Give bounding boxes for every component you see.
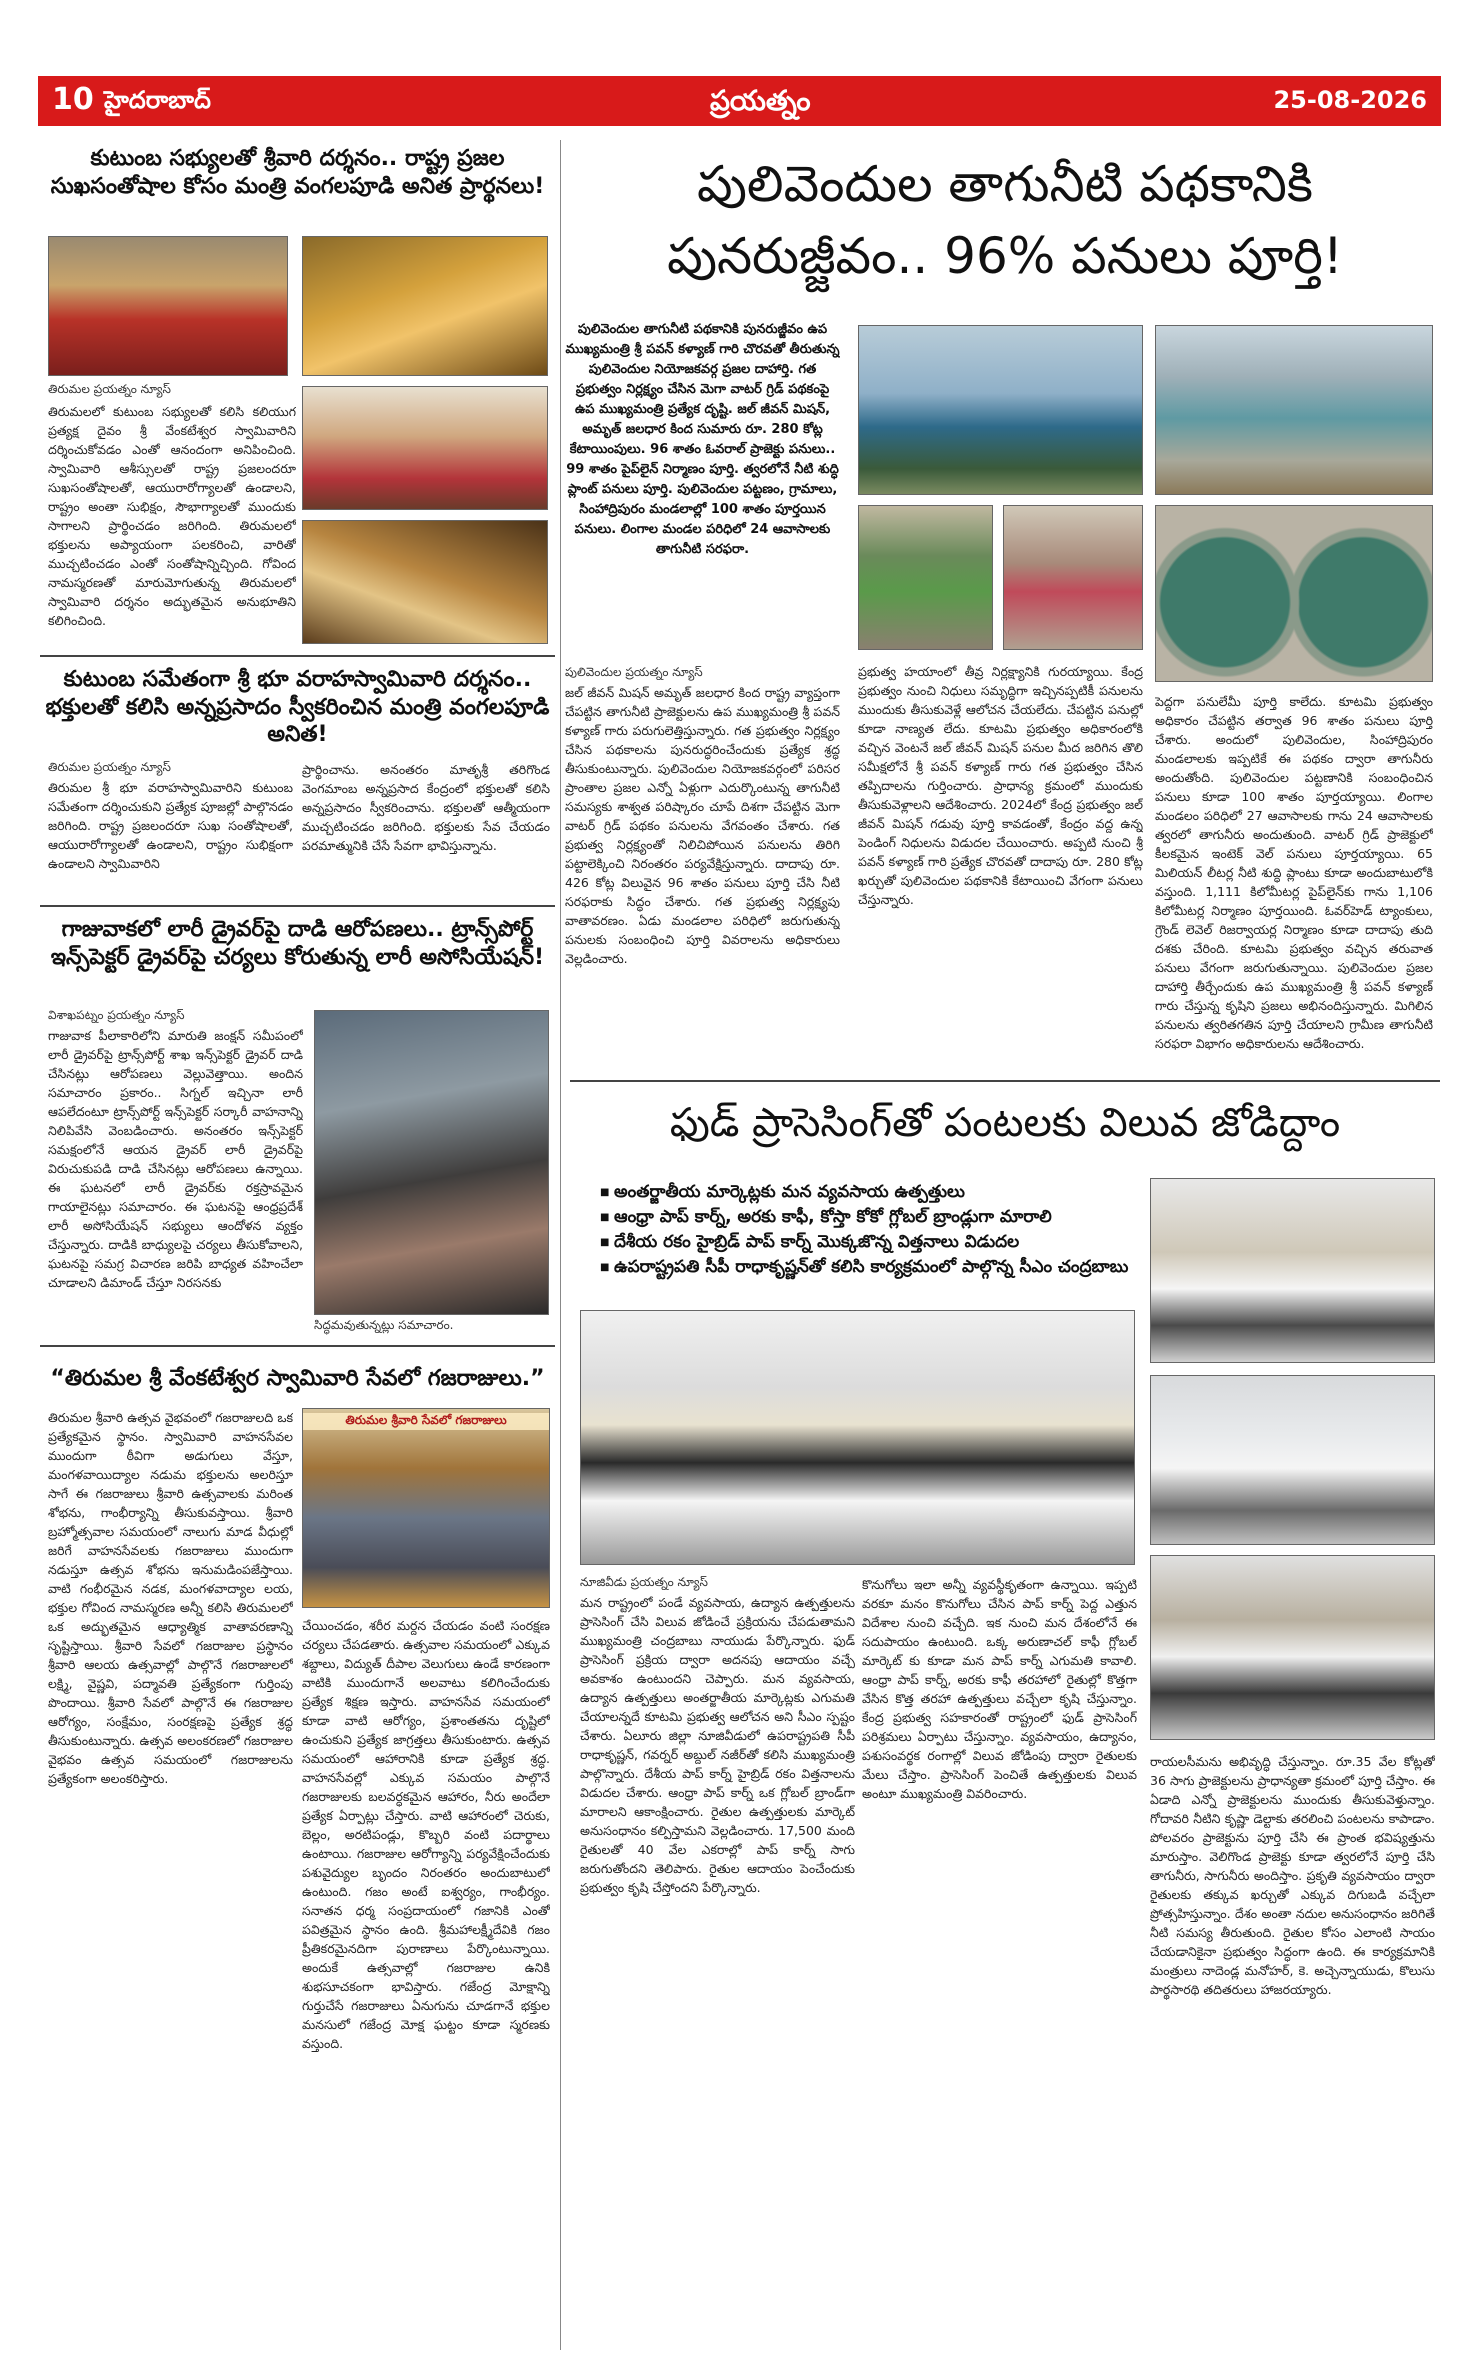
article4-photo-elephants	[302, 1408, 550, 1608]
article1-photo-family	[48, 236, 288, 376]
article5-body-right: పెద్దగా పనులేమీ పూర్తి కాలేదు. కూటమి ప్రభుత్వం అధికారం చేపట్టిన తర్వాత 96 శాతం పనులు పూర్తి చేశారు. అందులో పులివెందుల, సింహాద్రిపురం మండలాలకు ఇప్పటికే ఈ పథకం ద్వారా తాగునీరు అందుతోంది. పులివెందుల పట్టణానికి సంబంధించిన పనులు కూడా 100 శాతం పూర్తయ్యాయి. లింగాల మండలం పరిధిలో 27 ఆవాసాలకు గాను 24 ఆవాసాలకు త్వరలో తాగునీరు అందుతుంది. వాటర్ గ్రిడ్ ప్రాజెక్టులో కీలకమైన ఇంటెక్ వెల్ పనులు పూర్తయ్యాయి. 65 మిలియన్ లీటర్ల నీటి శుద్ధి ప్లాంటు కూడా అందుబాటులోకి వస్తుంది. 1,111 కిలోమీటర్ల పైప్‌లైన్‌కు గాను 1,106 కిలోమీటర్ల నిర్మాణం పూర్తయింది. ఓవర్‌హెడ్ ట్యాంకులు, గ్రౌండ్ లెవెల్ రిజర్వాయర్ల నిర్మాణం కూడా దాదాపు తుది దశకు చేరింది. కూటమి ప్రభుత్వం వచ్చిన తరువాత పనులు వేగంగా జరుగుతున్నాయి. పులివెందుల ప్రజల దాహార్తి తీర్చేందుకు ఉప ముఖ్యమంత్రి శ్రీ పవన్ కళ్యాణ్ గారు చేస్తున్న కృషిని ప్రజలు అభినందిస్తున్నారు. మిగిలిన పనులను త్వరితగతిన పూర్తి చేయాలని గ్రామీణ తాగునీటి సరఫరా విభాగం అధికారులను ఆదేశించారు.	[1155, 694, 1433, 1051]
article1-dateline: తిరుమల ప్రయత్నం న్యూస్	[48, 382, 171, 396]
article3-body: గాజువాక పీలాకారిలోని మారుతి జంక్షన్ సమీపంలో లారీ డ్రైవర్‌పై ట్రాన్స్‌పోర్ట్ శాఖ ఇన్స్‌పెక్టర్ డ్రైవర్ దాడి చేసినట్లు ఆరోపణలు వెల్లువెత్తాయి. అందిన సమాచారం ప్రకారం.. సిగ్నల్ ఇచ్చినా లారీ ఆపలేదంటూ ట్రాన్స్‌పోర్ట్ ఇన్స్‌పెక్టర్ సర్కారీ వాహనాన్ని నిలిపివేసి వెంబడించారు. అనంతరం ఇన్స్‌పెక్టర్ సమక్షంలోనే ఆయన డ్రైవర్ లారీ డ్రైవర్‌పై విరుచుకుపడి దాడి చేసినట్లు ఆరోపణలు ఉన్నాయి. ఈ ఘటనలో లారీ డ్రైవర్‌కు రక్తస్రావమైన గాయాలైనట్లు సమాచారం. ఈ ఘటనపై ఆంధ్రప్రదేశ్ లారీ అసోసియేషన్ సభ్యులు ఆందోళన వ్యక్తం చేస్తున్నారు. దాడికి బాధ్యులపై చర్యలు తీసుకోవాలని, ఘటనపై సమగ్ర విచారణ జరిపి బాధ్యత వహించేలా చూడాలని డిమాండ్ చేస్తూ నిరసనకు	[48, 1028, 303, 1290]
article1-photo-prayer	[302, 520, 548, 644]
article2-body-left: తిరుమల శ్రీ భూ వరాహస్వామివారిని కుటుంబ సమేతంగా దర్శించుకుని ప్రత్యేక పూజల్లో పాల్గొనడం జరిగింది. రాష్ట్ర ప్రజలందరూ సుఖ సంతోషాలతో, ఆయురారోగ్యాలతో ఉండాలని, రాష్ట్రం సుభిక్షంగా ఉండాలని స్వామివారిని	[48, 780, 293, 871]
article1-photo-devotees	[302, 386, 548, 510]
article2-headline: కుటుంబ సమేతంగా శ్రీ భూ వరాహస్వామివారి దర్శనం.. భక్తులతో కలిసి అన్నప్రసాదం స్వీకరించిన మంత్రి వంగలపూడి అనిత!	[45, 667, 550, 747]
article5-photo-woman-tap	[858, 505, 993, 650]
article1-body: తిరుమలలో కుటుంబ సభ్యులతో కలిసి కలియుగ ప్రత్యక్ష దైవం శ్రీ వేంకటేశ్వర స్వామివారిని దర్శించుకోవడం ఎంతో ఆనందంగా అనిపించింది. స్వామివారి ఆశీస్సులతో రాష్ట్ర ప్రజలందరూ సుఖసంతోషాలతో, ఆయురారోగ్యాలతో ఉండాలని, రాష్ట్రం అంతా సుభిక్షం, సౌభాగ్యాలతో ముందుకు సాగాలని ప్రార్థించడం జరిగింది. తిరుమలలో భక్తులను అప్యాయంగా పలకరించి, వారితో ముచ్చటించడం ఎంతో సంతోషాన్నిచ్చింది. గోవింద నామస్మరణతో మారుమోగుతున్న తిరుమలలో స్వామివారి దర్శనం అద్భుతమైన అనుభూతిని కలిగించింది.	[48, 404, 296, 628]
divider	[40, 905, 555, 907]
article6-photo-inspection-3	[1150, 1555, 1435, 1740]
article4-photo-label: తిరుమల శ్రీవారి సేవలో గజరాజులు	[303, 1413, 549, 1430]
article5-body-left: జల్ జీవన్ మిషన్ అమృత్ జలధార కింద రాష్ట్ర వ్యాప్తంగా చేపట్టిన తాగునీటి ప్రాజెక్టులను ఉప ముఖ్యమంత్రి శ్రీ పవన్ కళ్యాణ్ గారు పరుగులెత్తిస్తున్నారు. గత ప్రభుత్వం నిర్లక్ష్యం చేసిన పథకాలను పునరుద్ధరించేందుకు ప్రత్యేక శ్రద్ధ తీసుకుంటున్నారు. పులివెందుల నియోజకవర్గంలో పరిసర ప్రాంతాల ప్రజల ఎన్నో ఏళ్లుగా ఎదుర్కొంటున్న తాగునీటి సమస్యకు శాశ్వత పరిష్కారం చూపే దిశగా చేపట్టిన మెగా వాటర్ గ్రిడ్ పథకం పనులను వేగవంతం చేశారు. గత ప్రభుత్వ నిర్లక్ష్యంతో నిలిచిపోయిన పనులను తిరిగి పట్టాలెక్కించి నిరంతరం పర్యవేక్షిస్తున్నారు. దాదాపు రూ. 426 కోట్ల విలువైన 96 శాతం పనులు పూర్తి చేసి నీటి సరఫరాకు సిద్ధం చేశారు. గత ప్రభుత్వ నిర్లక్ష్యపు వాతావరణం. ఏడు మండలాల పరిధిలో జరుగుతున్న పనులకు సంబంధించి పూర్తి వివరాలను అధికారులు వెల్లడించారు.	[565, 685, 840, 966]
bullet-item: ■ అంతర్జాతీయ మార్కెట్లకు మన వ్యవసాయ ఉత్పత్తులు	[600, 1180, 1160, 1205]
article3-headline: గాజువాకలో లారీ డ్రైవర్‌పై దాడి ఆరోపణలు.. ట్రాన్స్‌పోర్ట్ ఇన్స్‌పెక్టర్ డ్రైవర్‌పై చర్యలు కోరుతున్న లారీ అసోసియేషన్!	[50, 917, 545, 970]
article3-photo-injured-driver	[314, 1010, 549, 1315]
article5-photo-treatment-plant	[1155, 325, 1433, 495]
bullet-item: ■ ఉపరాష్ట్రపతి సీపీ రాధాకృష్ణన్‌తో కలిసి కార్యక్రమంలో పాల్గొన్న సీఎం చంద్రబాబు	[600, 1255, 1160, 1280]
article5-body-mid: ప్రభుత్వ హయాంలో తీవ్ర నిర్లక్ష్యానికి గురయ్యాయి. కేంద్ర ప్రభుత్వం నుంచి నిధులు సమృద్ధిగా ఇచ్చినప్పటికీ పనులను ముందుకు తీసుకువెళ్లే ఆలోచన చేయలేదు. చేపట్టిన పనుల్లో కూడా నాణ్యత లేదు. కూటమి ప్రభుత్వం అధికారంలోకి వచ్చిన వెంటనే జల్ జీవన్ మిషన్ పనుల మీద జరిగిన తొలి సమీక్షలోనే శ్రీ పవన్ కళ్యాణ్ గారు గత ప్రభుత్వం చేసిన తప్పిదాలను గుర్తించారు. ప్రాధాన్య క్రమంలో ముందుకు తీసుకువెళ్లాలని ఆదేశించారు. 2024లో కేంద్ర ప్రభుత్వం జల్ జీవన్ మిషన్ గడువు పూర్తి కావడంతో, కేంద్రం వద్ద ఉన్న పెండింగ్ నిధులను విడుదల చేయించారు. అప్పటి నుంచి శ్రీ పవన్ కళ్యాణ్ గారి ప్రత్యేక చొరవతో దాదాపు రూ. 280 కోట్ల ఖర్చుతో పులివెందుల పథకానికి కేటాయించి వేగంగా పనులు చేస్తున్నారు.	[858, 664, 1143, 907]
divider	[570, 1080, 1440, 1082]
article6-body-right: రాయలసీమను అభివృద్ధి చేస్తున్నాం. రూ.35 వేల కోట్లతో 36 సాగు ప్రాజెక్టులను ప్రాధాన్యతా క్రమంలో పూర్తి చేస్తాం. ఈ ఏడాది ఎన్నో ప్రాజెక్టులను ముందుకు తీసుకువెళ్తున్నాం. గోదావరి నీటిని కృష్ణా డెల్టాకు తరలించి పంటలను కాపాడాం. పోలవరం ప్రాజెక్టును పూర్తి చేసి ఈ ప్రాంత భవిష్యత్తును మారుస్తాం. వెలిగొండ ప్రాజెక్టు కూడా త్వరలోనే పూర్తి చేసి తాగునీరు, సాగునీరు అందిస్తాం. ప్రకృతి వ్యవసాయం ద్వారా రైతులకు తక్కువ ఖర్చుతో ఎక్కువ దిగుబడి వచ్చేలా ప్రోత్సహిస్తున్నాం. దేశం అంతా నదుల అనుసంధానం జరిగితే నీటి సమస్య తీరుతుంది. రైతుల కోసం ఎలాంటి సాయం చేయడానికైనా ప్రభుత్వం సిద్ధంగా ఉంది. ఈ కార్యక్రమానికి మంత్రులు నాదెండ్ల మనోహర్, కె. అచ్చెన్నాయుడు, కొలుసు పార్థసారథి తదితరులు హాజరయ్యారు.	[1150, 1754, 1435, 1997]
article5-photo-woman-pot	[1003, 505, 1143, 650]
article4-body-left: తిరుమల శ్రీవారి ఉత్సవ వైభవంలో గజరాజులది ఒక ప్రత్యేకమైన స్థానం. స్వామివారి వాహనసేవల ముందుగా ఠీవిగా అడుగులు వేస్తూ, మంగళవాయిద్యాల నడుమ భక్తులను అలరిస్తూ సాగే ఈ గజరాజులు శ్రీవారి ఉత్సవాలకు మరింత శోభను, గాంభీర్యాన్ని తీసుకువస్తాయి. శ్రీవారి బ్రహ్మోత్సవాల సమయంలో నాలుగు మాడ వీధుల్లో జరిగే వాహనసేవలకు గజరాజులు ముందుగా నడుస్తూ ఉత్సవ శోభను ఇనుమడింపజేస్తాయి. వాటి గంభీరమైన నడక, మంగళవాద్యాల లయ, భక్తుల గోవింద నామస్మరణ అన్నీ కలిసి తిరుమలలో ఒక అద్భుతమైన ఆధ్యాత్మిక వాతావరణాన్ని సృష్టిస్తాయి. శ్రీవారి సేవలో గజరాజుల ప్రస్థానం శ్రీవారి ఆలయ ఉత్సవాల్లో పాల్గొనే గజరాజులలో లక్ష్మి, వైష్ణవి, పద్మావతి ప్రత్యేకంగా గుర్తింపు పొందాయి. శ్రీవారి సేవలో పాల్గొనే ఈ గజరాజుల ఆరోగ్యం, సంక్షేమం, సంరక్షణపై ప్రత్యేక శ్రద్ధ తీసుకుంటున్నారు. ఉత్సవ అలంకరణలో గజరాజుల వైభవం ఉత్సవ సమయంలో గజరాజులను ప్రత్యేకంగా అలంకరిస్తారు.	[48, 1410, 293, 1786]
article5-photo-filter-tanks	[1155, 505, 1433, 682]
article5-photo-reservoir	[858, 325, 1143, 495]
article6-body-left: మన రాష్ట్రంలో పండే వ్యవసాయ, ఉద్యాన ఉత్పత్తులను ప్రాసెసింగ్ చేసి విలువ జోడించే ప్రక్రియను చేపడుతామని ముఖ్యమంత్రి చంద్రబాబు నాయుడు పేర్కొన్నారు. ఫుడ్ ప్రాసెసింగ్ ప్రక్రియ ద్వారా అదనపు ఆదాయం వచ్చే అవకాశం ఉంటుందని చెప్పారు. మన వ్యవసాయ, ఉద్యాన ఉత్పత్తులు అంతర్జాతీయ మార్కెట్లకు ఎగుమతి చేయాలన్నదే కూటమి ప్రభుత్వ ఆలోచన అని సీఎం స్పష్టం చేశారు. ఏలూరు జిల్లా నూజివీడులో ఉపరాష్ట్రపతి సీపీ రాధాకృష్ణన్, గవర్నర్ అబ్దుల్ నజీర్‌తో కలిసి ముఖ్యమంత్రి పాల్గొన్నారు. దేశీయ పాప్ కార్న్ హైబ్రిడ్ రకం విత్తనాలను విడుదల చేశారు. ఆంధ్రా పాప్ కార్న్ ఒక గ్లోబల్ బ్రాండ్‌గా మారాలని ఆకాంక్షించారు. రైతుల ఉత్పత్తులకు మార్కెట్ అనుసంధానం కల్పిస్తామని వెల్లడించారు. 17,500 మంది రైతులతో 40 వేల ఎకరాల్లో పాప్ కార్న్ సాగు జరుగుతోందని తెలిపారు. రైతుల ఆదాయం పెంచేందుకు ప్రభుత్వం కృషి చేస్తోందని పేర్కొన్నారు.	[580, 1595, 855, 1895]
article6-bullet-list	[600, 1180, 1160, 1280]
article3-photo-caption: సిద్ధమవుతున్నట్లు సమాచారం.	[314, 1318, 454, 1332]
paper-name: ప్రయత్నం	[710, 84, 811, 117]
article6-photo-inspection-2	[1150, 1375, 1435, 1545]
article5-summary: పులివెందుల తాగునీటి పథకానికి పునరుజ్జీవం ఉప ముఖ్యమంత్రి శ్రీ పవన్ కళ్యాణ్ గారి చొరవతో తీరుతున్న పులివెందుల నియోజకవర్గ ప్రజల దాహార్తి. గత ప్రభుత్వం నిర్లక్ష్యం చేసిన మెగా వాటర్ గ్రిడ్ పథకంపై ఉప ముఖ్యమంత్రి ప్రత్యేక దృష్టి. జల్ జీవన్ మిషన్, అమృత్ జలధార కింద సుమారు రూ. 280 కోట్ల కేటాయింపులు. 96 శాతం ఓవరాల్ ప్రాజెక్టు పనులు.. 99 శాతం పైప్‌లైన్ నిర్మాణం పూర్తి. త్వరలోనే నీటి శుద్ధి ప్లాంట్ పనులు పూర్తి. పులివెందుల పట్టణం, గ్రామాలు, సింహాద్రిపురం మండలాల్లో 100 శాతం పూర్తయిన పనులు. లింగాల మండల పరిధిలో 24 ఆవాసాలకు తాగునీటి సరఫరా.	[565, 322, 840, 557]
bullet-item: ■ దేశీయ రకం హైబ్రిడ్ పాప్ కార్న్ మొక్కజొన్న విత్తనాలు విడుదల	[600, 1230, 1160, 1255]
article6-photo-group	[580, 1310, 1135, 1565]
article5-dateline: పులివెందుల ప్రయత్నం న్యూస్	[565, 665, 703, 679]
article6-dateline: నూజివీడు ప్రయత్నం న్యూస్	[580, 1575, 708, 1589]
article6-photo-inspection-1	[1150, 1178, 1435, 1363]
article6-body-mid: కొనుగోలు ఇలా అన్నీ వ్యవస్థీకృతంగా ఉన్నాయి. ఇప్పటి వరకూ మనం కొనుగోలు చేసిన పాప్ కార్న్ పెద్ద ఎత్తున విదేశాల నుంచి వచ్చేది. ఇక నుంచి మన దేశంలోనే ఈ సదుపాయం ఉంటుంది. ఒక్క అరుణాచల్ కాఫీ గ్లోబల్ మార్కెట్ కు కూడా మన పాప్ కార్న్ ఎగుమతి కావాలి. ఆంధ్రా పాప్ కార్న్, అరకు కాఫీ తరహాలో రైతుల్లో కొత్తగా వేసిన కొత్త తరహా ఉత్పత్తులు వచ్చేలా కృషి చేస్తున్నాం. కేంద్ర ప్రభుత్వ సహకారంతో రాష్ట్రంలో ఫుడ్ ప్రాసెసింగ్ పరిశ్రమలు ఏర్పాటు చేస్తున్నాం. వ్యవసాయం, ఉద్యానం, పశుసంవర్థక రంగాల్లో విలువ జోడింపు ద్వారా రైతులకు మేలు చేస్తాం. ప్రాసెసింగ్ పెంచితే ఉత్పత్తులకు విలువ అంటూ ముఖ్యమంత్రి వివరించారు.	[862, 1577, 1137, 1801]
article2-body-right: ప్రార్థించాను. అనంతరం మాతృశ్రీ తరిగొండ వెంగమాంబ అన్నప్రసాద కేంద్రంలో భక్తులతో కలిసి అన్నప్రసాదం స్వీకరించాను. భక్తులతో ఆత్మీయంగా ముచ్చటించడం జరిగింది. భక్తులకు సేవ చేయడం పరమాత్మునికి చేసే సేవగా భావిస్తున్నాను.	[302, 762, 550, 853]
edition-city: హైదరాబాద్	[104, 86, 211, 114]
masthead	[38, 76, 1441, 126]
article4-headline: “తిరుమల శ్రీ వేంకటేశ్వర స్వామివారి సేవలో గజరాజులు.”	[50, 1366, 545, 1391]
page-number: 10	[52, 82, 94, 117]
article2-dateline: తిరుమల ప్రయత్నం న్యూస్	[48, 760, 171, 774]
divider	[40, 1345, 555, 1347]
article6-headline: ఫుడ్ ప్రాసెసింగ్‌తో పంటలకు విలువ జోడిద్దాం	[669, 1100, 1341, 1146]
article1-photo-temple	[302, 236, 548, 376]
article1-headline: కుటుంబ సభ్యులతో శ్రీవారి దర్శనం.. రాష్ట్ర ప్రజల సుఖసంతోషాల కోసం మంత్రి వంగలపూడి అనిత ప్రార్థనలు!	[50, 146, 545, 199]
edition-date: 25-08-2026	[1273, 86, 1427, 114]
column-divider	[560, 140, 561, 2350]
divider	[40, 655, 555, 657]
article3-dateline: విశాఖపట్నం ప్రయత్నం న్యూస్	[48, 1008, 185, 1022]
article4-body-right: చేయించడం, శరీర మర్దన చేయడం వంటి సంరక్షణ చర్యలు చేపడతారు. ఉత్సవాల సమయంలో ఎక్కువ శబ్దాలు, విద్యుత్ దీపాల వెలుగులు ఉండే కారణంగా వాటికి ముందుగానే అలవాటు కలిగించేందుకు ప్రత్యేక శిక్షణ ఇస్తారు. వాహనసేవ సమయంలో కూడా వాటి ఆరోగ్యం, ప్రశాంతతను దృష్టిలో ఉంచుకుని ప్రత్యేక జాగ్రత్తలు తీసుకుంటారు. ఉత్సవ సమయంలో ఆహారానికి కూడా ప్రత్యేక శ్రద్ధ. వాహనసేవల్లో ఎక్కువ సమయం పాల్గొనే గజరాజులకు బలవర్ధకమైన ఆహారం, నీరు అందేలా ప్రత్యేక ఏర్పాట్లు చేస్తారు. వాటి ఆహారంలో చెరుకు, బెల్లం, అరటిపండ్లు, కొబ్బరి వంటి పదార్థాలు ఉంటాయి. గజరాజుల ఆరోగ్యాన్ని పర్యవేక్షించేందుకు పశువైద్యుల బృందం నిరంతరం అందుబాటులో ఉంటుంది. గజం అంటే ఐశ్వర్యం, గాంభీర్యం. సనాతన ధర్మ సంప్రదాయంలో గజానికి ఎంతో పవిత్రమైన స్థానం ఉంది. శ్రీమహాలక్ష్మీదేవికి గజం ప్రీతికరమైనదిగా పురాణాలు పేర్కొంటున్నాయి. అందుకే ఉత్సవాల్లో గజరాజుల ఉనికి శుభసూచకంగా భావిస్తారు. గజేంద్ర మోక్షాన్ని గుర్తుచేసే గజరాజులు ఏనుగును చూడగానే భక్తుల మనసులో గజేంద్ర మోక్ష ఘట్టం కూడా స్మరణకు వస్తుంది.	[302, 1618, 550, 2051]
article5-headline: పులివెందుల తాగునీటి పథకానికి పునరుజ్జీవం.. 96% పనులు పూర్తి!	[667, 155, 1343, 285]
bullet-item: ■ ఆంధ్రా పాప్ కార్న్, అరకు కాఫీ, కోస్తా కోకో గ్లోబల్ బ్రాండ్లుగా మారాలి	[600, 1205, 1160, 1230]
